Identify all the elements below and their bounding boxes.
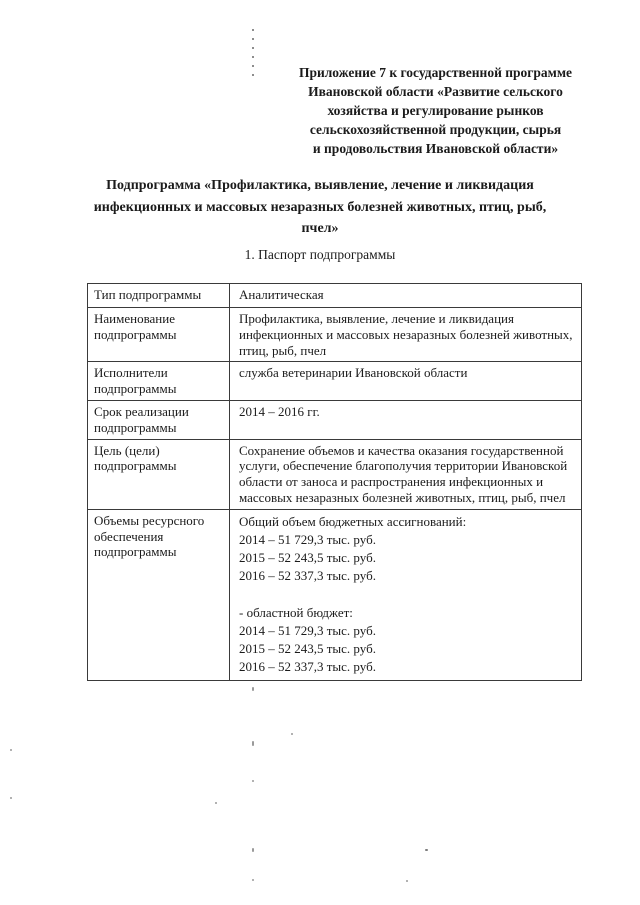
subprogram-title xyxy=(40,175,600,240)
row-label: Тип подпрограммы xyxy=(88,284,230,308)
subprogram-title-line: инфекционных и массовых незаразных болезней животных, птиц, рыб, xyxy=(93,199,547,215)
row-label: Цель (цели) подпрограммы xyxy=(88,439,230,509)
scan-artifact xyxy=(252,848,254,852)
appendix-reference xyxy=(278,63,593,158)
table-row xyxy=(88,308,582,362)
row-label: Срок реализации подпрограммы xyxy=(88,400,230,439)
table-row xyxy=(88,439,582,509)
scan-artifact xyxy=(252,29,254,77)
scan-artifact xyxy=(252,879,254,881)
scan-artifact xyxy=(425,849,428,851)
budget-line: 2016 – 52 337,3 тыс. руб. xyxy=(239,659,376,675)
appendix-line: Ивановской области «Развитие сельского xyxy=(308,84,563,99)
scan-artifact xyxy=(252,687,254,691)
row-value xyxy=(230,509,582,680)
scan-artifact xyxy=(252,780,254,782)
budget-line: Общий объем бюджетных ассигнований: xyxy=(239,513,467,529)
budget-line: 2015 – 52 243,5 тыс. руб. xyxy=(239,550,376,566)
scan-artifact xyxy=(291,733,293,735)
row-label: Объемы ресурсного обеспечения подпрограммы xyxy=(88,509,230,680)
budget-line-spacer xyxy=(239,586,573,604)
row-label: Наименование подпрограммы xyxy=(88,308,230,362)
scan-artifact xyxy=(10,749,12,751)
table-row xyxy=(88,284,582,308)
row-value: 2014 – 2016 гг. xyxy=(230,400,582,439)
scan-artifact xyxy=(406,880,408,882)
row-value: Сохранение объемов и качества оказания государственной услуги, обеспечение благополучия территории Ивановской области от заноса и распространения инфекционных и массовых незаразных болезней животных, птиц, рыб, пчел xyxy=(230,439,582,509)
row-value: служба ветеринарии Ивановской области xyxy=(230,362,582,401)
row-label: Исполнители подпрограммы xyxy=(88,362,230,401)
row-value: Аналитическая xyxy=(230,284,582,308)
table-row xyxy=(88,509,582,680)
appendix-line: и продовольствия Ивановской области» xyxy=(312,141,559,156)
section-heading: 1. Паспорт подпрограммы xyxy=(244,247,396,262)
table-row xyxy=(88,362,582,401)
budget-line: 2014 – 51 729,3 тыс. руб. xyxy=(239,531,376,547)
budget-line: 2016 – 52 337,3 тыс. руб. xyxy=(239,568,376,584)
budget-line: 2015 – 52 243,5 тыс. руб. xyxy=(239,641,376,657)
row-value: Профилактика, выявление, лечение и ликвидация инфекционных и массовых незаразных болезней животных, птиц, рыб, пчел xyxy=(230,308,582,362)
passport-table xyxy=(87,283,582,681)
budget-line: 2014 – 51 729,3 тыс. руб. xyxy=(239,622,376,638)
table-row xyxy=(88,400,582,439)
appendix-line: сельскохозяйственной продукции, сырья xyxy=(309,122,562,137)
subprogram-title-line: Подпрограмма «Профилактика, выявление, лечение и ликвидация xyxy=(106,178,534,193)
budget-line: - областной бюджет: xyxy=(239,604,353,620)
scan-artifact xyxy=(215,802,217,804)
scan-artifact xyxy=(252,741,254,746)
appendix-line: Приложение 7 к государственной программе xyxy=(298,65,573,80)
scan-artifact xyxy=(10,797,12,799)
subprogram-title-line: пчел» xyxy=(301,221,339,236)
appendix-line: хозяйства и регулирование рынков xyxy=(327,103,544,118)
